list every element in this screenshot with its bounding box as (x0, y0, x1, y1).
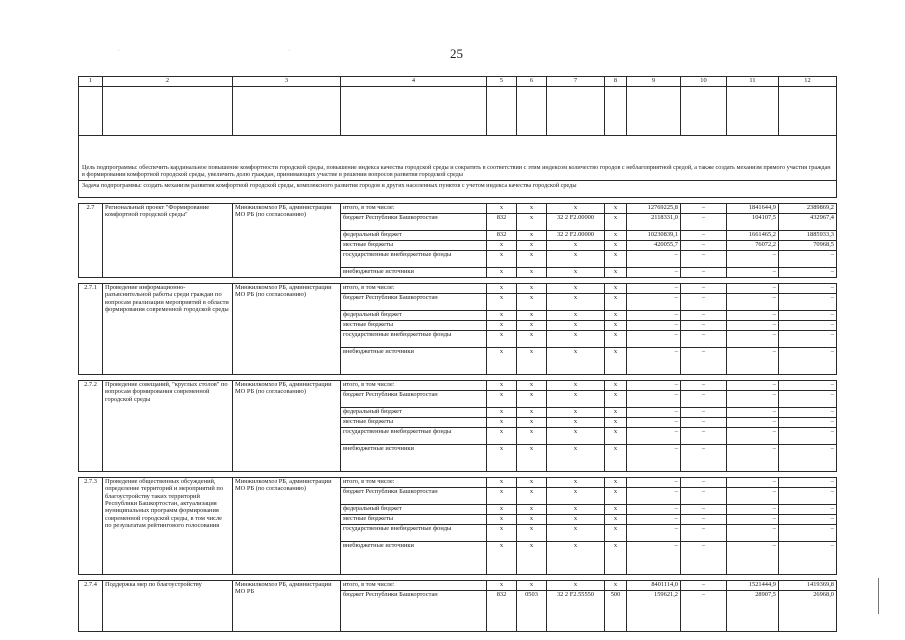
amount-year-1: – (681, 381, 727, 391)
item-executor: Минжилкомхоз РБ, администрации МО РБ (по согласованию) (233, 478, 341, 575)
amount-year-2: – (727, 294, 779, 311)
section-code: x (517, 251, 547, 268)
amount-year-1: – (681, 251, 727, 268)
scan-speck: · (288, 48, 290, 54)
amount-year-1: – (681, 478, 727, 488)
amount-year-1: – (681, 331, 727, 348)
budget-code: x (487, 381, 517, 391)
target-article-code: x (547, 478, 605, 488)
expense-type-code: x (605, 525, 627, 542)
amount-total: 10230839,1 (627, 231, 681, 241)
amount-year-2: 1841644,9 (727, 204, 779, 214)
funding-source: государственные внебюджетные фонды (341, 428, 487, 445)
expense-type-code: x (605, 515, 627, 525)
funding-source: внебюджетные источники (341, 268, 487, 278)
target-article-code: x (547, 348, 605, 375)
expense-type-code: x (605, 214, 627, 231)
funding-source: государственные внебюджетные фонды (341, 525, 487, 542)
amount-year-3: – (779, 525, 837, 542)
amount-year-2: – (727, 284, 779, 294)
amount-year-3: 26968,0 (779, 591, 837, 632)
amount-year-3: – (779, 542, 837, 575)
amount-year-1: – (681, 348, 727, 375)
amount-year-1: – (681, 391, 727, 408)
funding-source: государственные внебюджетные фонды (341, 251, 487, 268)
target-article-code: x (547, 505, 605, 515)
item-executor: Минжилкомхоз РБ, администрации МО РБ (по согласованию) (233, 381, 341, 472)
target-article-code: x (547, 391, 605, 408)
amount-total: – (627, 525, 681, 542)
target-article-code: x (547, 284, 605, 294)
amount-year-1: – (681, 488, 727, 505)
budget-code: 832 (487, 214, 517, 231)
amount-total: – (627, 408, 681, 418)
column-number: 9 (627, 77, 681, 87)
amount-year-2: – (727, 488, 779, 505)
amount-year-1: – (681, 445, 727, 472)
funding-source: внебюджетные источники (341, 445, 487, 472)
table-body (79, 77, 837, 632)
expense-type-code: x (605, 294, 627, 311)
amount-year-1: – (681, 311, 727, 321)
amount-year-3: – (779, 445, 837, 472)
amount-year-1: – (681, 294, 727, 311)
section-code: x (517, 505, 547, 515)
expense-type-code: x (605, 581, 627, 591)
task-row (79, 181, 837, 198)
column-number: 11 (727, 77, 779, 87)
amount-total: – (627, 515, 681, 525)
funding-source: государственные внебюджетные фонды (341, 331, 487, 348)
section-code: x (517, 294, 547, 311)
amount-year-3: 70968,5 (779, 241, 837, 251)
funding-source: итого, в том числе: (341, 581, 487, 591)
amount-year-3: – (779, 391, 837, 408)
budget-table (78, 76, 837, 632)
item-name: Региональный проект "Формирование комфортной городской среды" (103, 204, 233, 278)
amount-total: – (627, 391, 681, 408)
column-number: 10 (681, 77, 727, 87)
item-name: Проведение совещаний, "круглых столов" по вопросам формирования современной городской среды (103, 381, 233, 472)
amount-total: – (627, 311, 681, 321)
section-code: x (517, 381, 547, 391)
target-article-code: x (547, 268, 605, 278)
expense-type-code: x (605, 241, 627, 251)
amount-year-2: – (727, 408, 779, 418)
budget-code: x (487, 294, 517, 311)
expense-type-code: x (605, 542, 627, 575)
budget-code: x (487, 488, 517, 505)
amount-year-3: – (779, 478, 837, 488)
budget-code: x (487, 391, 517, 408)
budget-code: x (487, 542, 517, 575)
amount-year-3: 1419369,8 (779, 581, 837, 591)
funding-source: бюджет Республики Башкортостан (341, 488, 487, 505)
item-name: Проведение информационно-разъяснительной работы среди граждан по вопросам реализации мероприятий в области формирования современной городской среды (103, 284, 233, 375)
amount-total: – (627, 428, 681, 445)
amount-year-1: – (681, 525, 727, 542)
column-number: 7 (547, 77, 605, 87)
target-article-code: x (547, 321, 605, 331)
budget-code: x (487, 418, 517, 428)
item-name: Поддержка мер по благоустройству (103, 581, 233, 632)
budget-code: x (487, 268, 517, 278)
margin-mark (878, 578, 879, 614)
section-code: x (517, 331, 547, 348)
expense-type-code: x (605, 445, 627, 472)
section-code: x (517, 581, 547, 591)
amount-year-3: – (779, 268, 837, 278)
section-code: x (517, 214, 547, 231)
amount-year-2: – (727, 381, 779, 391)
amount-year-1: – (681, 204, 727, 214)
column-number: 4 (341, 77, 487, 87)
budget-code: x (487, 445, 517, 472)
budget-code: x (487, 408, 517, 418)
expense-type-code: x (605, 391, 627, 408)
budget-code: 832 (487, 231, 517, 241)
amount-year-2: – (727, 311, 779, 321)
section-code: x (517, 445, 547, 472)
target-article-code: x (547, 445, 605, 472)
target-article-code: x (547, 525, 605, 542)
target-article-code: x (547, 204, 605, 214)
expense-type-code: x (605, 331, 627, 348)
budget-code: x (487, 525, 517, 542)
budget-code: x (487, 204, 517, 214)
table-row (79, 478, 837, 488)
section-code: x (517, 321, 547, 331)
item-number: 2.7.2 (79, 381, 103, 472)
amount-year-2: – (727, 542, 779, 575)
funding-source: итого, в том числе: (341, 381, 487, 391)
target-article-code: x (547, 418, 605, 428)
amount-year-2: – (727, 331, 779, 348)
funding-source: местные бюджеты (341, 241, 487, 251)
expense-type-code: x (605, 428, 627, 445)
expense-type-code: x (605, 505, 627, 515)
expense-type-code: x (605, 381, 627, 391)
budget-code: x (487, 348, 517, 375)
section-code: x (517, 525, 547, 542)
amount-year-1: – (681, 214, 727, 231)
amount-year-1: – (681, 418, 727, 428)
amount-year-3: – (779, 428, 837, 445)
budget-code: x (487, 251, 517, 268)
amount-total: 420055,7 (627, 241, 681, 251)
amount-total: 159621,2 (627, 591, 681, 632)
amount-total: – (627, 445, 681, 472)
target-article-code: 32 2 F2.00000 (547, 231, 605, 241)
amount-total: – (627, 284, 681, 294)
amount-year-1: – (681, 515, 727, 525)
target-article-code: x (547, 381, 605, 391)
funding-source: внебюджетные источники (341, 542, 487, 575)
amount-year-1: – (681, 591, 727, 632)
table-row (79, 381, 837, 391)
expense-type-code: x (605, 284, 627, 294)
amount-year-3: – (779, 515, 837, 525)
section-code: x (517, 428, 547, 445)
amount-year-2: – (727, 348, 779, 375)
amount-year-3: – (779, 505, 837, 515)
amount-year-3: – (779, 408, 837, 418)
amount-year-2: 1661465,2 (727, 231, 779, 241)
funding-source: итого, в том числе: (341, 204, 487, 214)
item-name: Проведение общественных обсуждений, определение территорий и мероприятий по благоустройству таких территорий Республики Башкортостан, актуализация муниципальных программ формирования современной городской среды, в том числе по результатам рейтингового голосования (103, 478, 233, 575)
expense-type-code: x (605, 268, 627, 278)
column-number: 1 (79, 77, 103, 87)
amount-year-2: – (727, 525, 779, 542)
expense-type-code: x (605, 478, 627, 488)
amount-year-3: – (779, 348, 837, 375)
amount-year-3: – (779, 488, 837, 505)
budget-code: x (487, 284, 517, 294)
budget-code: x (487, 321, 517, 331)
table-row (79, 204, 837, 214)
amount-year-3: 2389869,2 (779, 204, 837, 214)
funding-source: местные бюджеты (341, 418, 487, 428)
column-number: 6 (517, 77, 547, 87)
funding-source: федеральный бюджет (341, 505, 487, 515)
amount-year-2: 28907,5 (727, 591, 779, 632)
amount-year-2: – (727, 251, 779, 268)
column-number: 12 (779, 77, 837, 87)
item-executor: Минжилкомхоз РБ, администрации МО РБ (233, 581, 341, 632)
target-article-code: x (547, 488, 605, 505)
amount-total: – (627, 418, 681, 428)
expense-type-code: x (605, 251, 627, 268)
amount-year-3: – (779, 331, 837, 348)
budget-code: x (487, 311, 517, 321)
item-number: 2.7 (79, 204, 103, 278)
amount-year-3: 432967,4 (779, 214, 837, 231)
funding-source: местные бюджеты (341, 515, 487, 525)
amount-year-2: – (727, 321, 779, 331)
column-number: 3 (233, 77, 341, 87)
task-text: Задача подпрограммы: создать механизм развития комфортной городской среды, комплексного развития городов и других населенных пунктов с учетом индекса качества городской среды (79, 181, 837, 198)
section-code: x (517, 268, 547, 278)
budget-code: x (487, 428, 517, 445)
funding-source: федеральный бюджет (341, 311, 487, 321)
amount-year-2: – (727, 478, 779, 488)
section-code: x (517, 348, 547, 375)
funding-source: внебюджетные источники (341, 348, 487, 375)
section-code: x (517, 231, 547, 241)
column-number: 5 (487, 77, 517, 87)
funding-source: бюджет Республики Башкортостан (341, 391, 487, 408)
amount-year-2: – (727, 445, 779, 472)
column-number-row (79, 77, 837, 87)
amount-year-1: – (681, 268, 727, 278)
amount-year-1: – (681, 428, 727, 445)
goal-row (79, 136, 837, 181)
amount-total: – (627, 542, 681, 575)
column-number: 8 (605, 77, 627, 87)
funding-source: местные бюджеты (341, 321, 487, 331)
amount-total: 2118331,0 (627, 214, 681, 231)
section-code: x (517, 391, 547, 408)
expense-type-code: 500 (605, 591, 627, 632)
expense-type-code: x (605, 348, 627, 375)
amount-year-3: – (779, 418, 837, 428)
amount-year-2: 1521444,9 (727, 581, 779, 591)
section-code: x (517, 542, 547, 575)
target-article-code: 32 2 F2.00000 (547, 214, 605, 231)
amount-total: – (627, 478, 681, 488)
amount-total: – (627, 251, 681, 268)
amount-year-1: – (681, 241, 727, 251)
target-article-code: x (547, 542, 605, 575)
target-article-code: x (547, 515, 605, 525)
amount-year-1: – (681, 542, 727, 575)
amount-year-2: 104107,5 (727, 214, 779, 231)
section-code: x (517, 515, 547, 525)
target-article-code: x (547, 311, 605, 321)
item-number: 2.7.1 (79, 284, 103, 375)
amount-year-1: – (681, 505, 727, 515)
amount-year-3: – (779, 251, 837, 268)
section-code: x (517, 311, 547, 321)
amount-total: – (627, 331, 681, 348)
section-code: x (517, 204, 547, 214)
amount-year-3: – (779, 284, 837, 294)
amount-total: – (627, 348, 681, 375)
section-code: x (517, 488, 547, 505)
amount-total: – (627, 321, 681, 331)
target-article-code: x (547, 331, 605, 348)
amount-year-2: – (727, 268, 779, 278)
amount-year-2: – (727, 428, 779, 445)
item-executor: Минжилкомхоз РБ, администрации МО РБ (по согласованию) (233, 204, 341, 278)
scan-speck: · (118, 48, 120, 54)
amount-year-2: – (727, 515, 779, 525)
target-article-code: x (547, 581, 605, 591)
blank-row (79, 87, 837, 136)
amount-year-2: – (727, 418, 779, 428)
amount-year-3: – (779, 294, 837, 311)
funding-source: итого, в том числе: (341, 478, 487, 488)
goal-text: Цель подпрограммы: обеспечить кардинальное повышение комфортности городской среды, повышение индекса качества городской среды и сократить в соответствии с этим индексом количество городов с неблагоприятной средой, а также создать механизм прямого участия граждан в формировании комфортной городской среды, увеличить долю граждан, принимающих участие в решении вопросов развития городской среды (79, 136, 837, 181)
amount-year-1: – (681, 231, 727, 241)
table-row (79, 581, 837, 591)
section-code: 0503 (517, 591, 547, 632)
section-code: x (517, 418, 547, 428)
amount-year-1: – (681, 581, 727, 591)
expense-type-code: x (605, 321, 627, 331)
section-code: x (517, 241, 547, 251)
amount-year-3: – (779, 321, 837, 331)
column-number: 2 (103, 77, 233, 87)
item-number: 2.7.4 (79, 581, 103, 632)
target-article-code: x (547, 294, 605, 311)
target-article-code: x (547, 251, 605, 268)
expense-type-code: x (605, 231, 627, 241)
budget-code: x (487, 581, 517, 591)
expense-type-code: x (605, 408, 627, 418)
expense-type-code: x (605, 311, 627, 321)
amount-total: – (627, 488, 681, 505)
target-article-code: x (547, 408, 605, 418)
amount-year-1: – (681, 284, 727, 294)
funding-source: федеральный бюджет (341, 231, 487, 241)
budget-code: 832 (487, 591, 517, 632)
funding-source: бюджет Республики Башкортостан (341, 294, 487, 311)
table-row (79, 284, 837, 294)
target-article-code: x (547, 241, 605, 251)
funding-source: бюджет Республики Башкортостан (341, 591, 487, 632)
amount-year-2: – (727, 505, 779, 515)
item-number: 2.7.3 (79, 478, 103, 575)
funding-source: федеральный бюджет (341, 408, 487, 418)
budget-code: x (487, 515, 517, 525)
expense-type-code: x (605, 204, 627, 214)
amount-year-1: – (681, 408, 727, 418)
amount-year-1: – (681, 321, 727, 331)
expense-type-code: x (605, 488, 627, 505)
budget-code: x (487, 241, 517, 251)
funding-source: итого, в том числе: (341, 284, 487, 294)
section-code: x (517, 478, 547, 488)
funding-source: бюджет Республики Башкортостан (341, 214, 487, 231)
budget-code: x (487, 505, 517, 515)
amount-total: 8401114,0 (627, 581, 681, 591)
budget-code: x (487, 478, 517, 488)
expense-type-code: x (605, 418, 627, 428)
amount-total: – (627, 268, 681, 278)
amount-year-3: – (779, 381, 837, 391)
target-article-code: 32 2 F2.55550 (547, 591, 605, 632)
amount-total: – (627, 381, 681, 391)
page-number: 25 (450, 46, 463, 61)
amount-total: – (627, 505, 681, 515)
amount-year-2: – (727, 391, 779, 408)
amount-total: 12769225,8 (627, 204, 681, 214)
item-executor: Минжилкомхоз РБ, администрации МО РБ (по согласованию) (233, 284, 341, 375)
amount-year-3: 1885933,3 (779, 231, 837, 241)
budget-code: x (487, 331, 517, 348)
section-code: x (517, 284, 547, 294)
target-article-code: x (547, 428, 605, 445)
amount-year-3: – (779, 311, 837, 321)
section-code: x (517, 408, 547, 418)
amount-total: – (627, 294, 681, 311)
amount-year-2: 76072,2 (727, 241, 779, 251)
